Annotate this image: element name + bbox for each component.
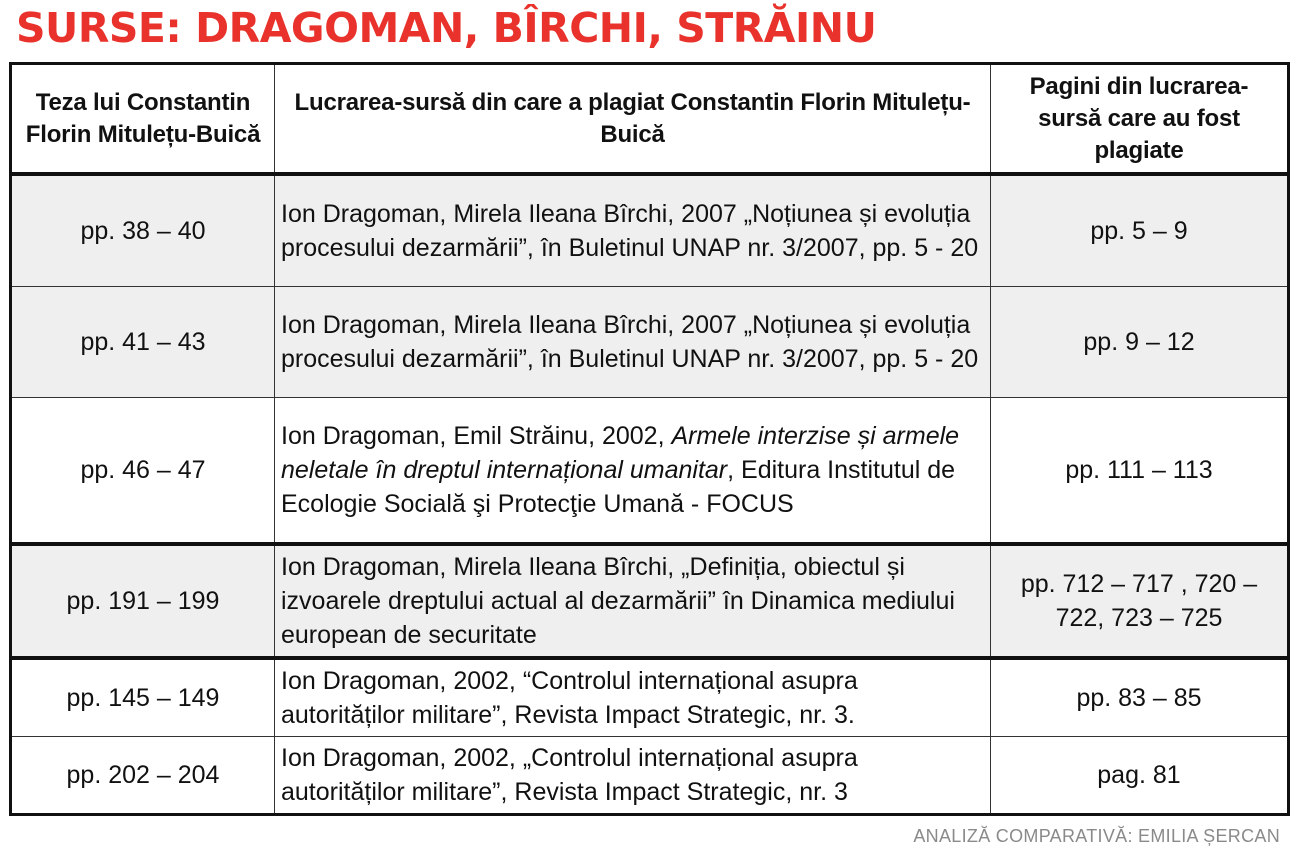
cell-teza: pp. 145 – 149 <box>11 658 275 737</box>
cell-pagini: pp. 83 – 85 <box>991 658 1289 737</box>
cell-teza: pp. 38 – 40 <box>11 174 275 287</box>
cell-pagini: pp. 712 – 717 , 720 – 722, 723 – 725 <box>991 544 1289 658</box>
source-publisher: , Editura Institutul de Ecologie Socială şi Protecţie Umană - FOCUS <box>281 456 956 518</box>
cell-teza: pp. 46 – 47 <box>11 398 275 545</box>
header-row <box>11 64 1289 175</box>
header-lucrare-sursa: Lucrarea-sursă din care a plagiat Constantin Florin Mitulețu-Buică <box>275 64 991 175</box>
source-authors: Ion Dragoman, Emil Străinu, 2002, <box>281 422 672 450</box>
source-title-italic: Armele interzise și armele neletale în dreptul internațional umanitar <box>281 422 960 484</box>
cell-pagini: pp. 5 – 9 <box>991 174 1289 287</box>
table-row <box>11 287 1289 398</box>
header-teza: Teza lui Constantin Florin Mitulețu-Buică <box>11 64 275 175</box>
cell-source: Ion Dragoman, 2002, „Controlul internațional asupra autorităților militare”, Revista Impact Strategic, nr. 3 <box>275 737 991 815</box>
table-row <box>11 544 1289 658</box>
table-row <box>11 398 1289 545</box>
cell-source: Ion Dragoman, 2002, “Controlul internațional asupra autorităților militare”, Revista Impact Strategic, nr. 3. <box>275 658 991 737</box>
table-row <box>11 737 1289 815</box>
cell-pagini: pag. 81 <box>991 737 1289 815</box>
cell-teza: pp. 202 – 204 <box>11 737 275 815</box>
table-row <box>11 174 1289 287</box>
cell-source: Ion Dragoman, Mirela Ileana Bîrchi, „Definiția, obiectul și izvoarele dreptului actual al dezarmării” în Dinamica mediului european de securitate <box>275 544 991 658</box>
credit-line: ANALIZĂ COMPARATIVĂ: EMILIA ȘERCAN <box>913 826 1280 846</box>
page-title: SURSE: DRAGOMAN, BÎRCHI, STRĂINU <box>16 4 877 52</box>
table-row <box>11 658 1289 737</box>
cell-pagini: pp. 9 – 12 <box>991 287 1289 398</box>
cell-source <box>275 398 991 545</box>
header-pagini: Pagini din lucrarea-sursă care au fost plagiate <box>991 64 1289 175</box>
cell-teza: pp. 191 – 199 <box>11 544 275 658</box>
cell-source: Ion Dragoman, Mirela Ileana Bîrchi, 2007 „Noțiunea și evoluția procesului dezarmării”, în Buletinul UNAP nr. 3/2007, pp. 5 - 20 <box>275 174 991 287</box>
cell-teza: pp. 41 – 43 <box>11 287 275 398</box>
cell-source: Ion Dragoman, Mirela Ileana Bîrchi, 2007 „Noțiunea și evoluția procesului dezarmării”, în Buletinul UNAP nr. 3/2007, pp. 5 - 20 <box>275 287 991 398</box>
sources-table <box>9 62 1290 816</box>
cell-pagini: pp. 111 – 113 <box>991 398 1289 545</box>
